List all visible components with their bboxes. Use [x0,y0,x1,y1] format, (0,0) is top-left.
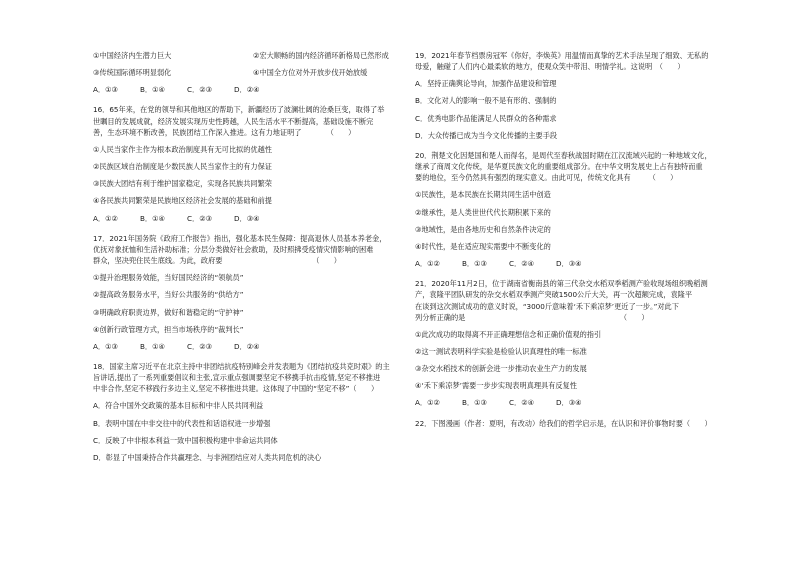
choice-a: A．①③ [93,341,118,351]
q17-option: ④创新行政管理方式，担当市场秩序的“裁判长” [93,324,244,334]
q18-option-c: C．反映了中非根本利益一致中国积极构建中非命运共同体 [93,435,278,445]
left-column [93,50,411,463]
q21-option: ①此次成功的取得离不开正确理想信念和正确价值观的指引 [415,329,602,339]
question-22 [415,418,733,429]
q21-stem-line: 21．2020年11月2日，位于湖南省衡南县的第三代杂交水稻双季稻测产验收现场组织晚稻测 [415,279,708,289]
q17-stem-line: 17．2021年国务院《政府工作报告》指出，强化基本民生保障：提高退休人员基本养老金， [93,233,387,243]
q16-stem-line: 16．65年来，在党的领导和其他地区的帮助下，新疆经历了波澜壮阔的沧桑巨变，取得了举 [93,105,385,115]
q16-option: ④各民族共同繁荣是民族地区经济社会发展的基础和前提 [93,196,272,206]
q21-option: ④‘禾下乘凉梦’需要一步步实现表明真理具有反复性 [415,381,577,391]
q17-choices [93,341,411,352]
q21-option: ②这一测试表明科学实验是检验认识真理性的唯一标准 [415,346,587,356]
choice-d: D．③④ [556,259,582,269]
q19-option-a: A．坚持正确舆论导向，加强作品建设和管理 [415,79,557,89]
q17-stem-line: 优抚对象抚恤和生活补助标准；分层分类做好社会救助，及时照拂受疫情灾情影响的困难 [93,244,374,254]
choice-d: D．③④ [556,398,582,408]
q15-option-3: ③传统国际循环明显弱化 [93,68,172,78]
choice-a: A．①② [415,398,440,408]
choice-d: D．③④ [234,213,260,223]
q20-stem-line: 继承了商周文化传统，是华夏民族文化的重要组成部分。在中华文明发展史上占有独特而重 [415,162,703,172]
question-18 [93,361,411,463]
choice-a: A．①② [415,259,440,269]
q20-stem-line: 20．荆楚文化因楚国和楚人而得名，是周代至春秋战国时期在江汉流域兴起的一种地域文化， [415,150,712,160]
q22-stem-line: 22．下图漫画（作者：夏明，有改动）给我们的哲学启示是，在认识和评价事物时要（ ） [415,418,712,428]
q15-option-4: ④中国全方位对外开放步伐开始放缓 [253,68,368,78]
q21-stem-line: 列分析正确的是 （ ） [415,312,649,322]
q20-choices [415,258,733,269]
q15-choices [93,84,411,95]
choice-b: B．①③ [462,398,488,408]
choice-d: D．②④ [234,85,260,95]
choice-b: B．①④ [140,213,166,223]
right-column [415,50,733,429]
q21-choices [415,397,733,408]
q15-tail [93,50,411,95]
q16-option: ①人民当家作主作为根本政治制度具有无可比拟的优越性 [93,144,272,154]
q21-stem-line: 产，袁隆平团队研发的杂交水稻双季测产突破1500公斤大关，再一次超额完成，袁隆平 [415,290,693,300]
choice-a: A．①③ [93,85,118,95]
q17-stem-line: 群众，坚决兜住民生底线。为此，政府要 （ ） [93,256,341,266]
q17-option: ①提升治理服务效能，当好国民经济的“领航员” [93,273,244,283]
choice-b: B．①④ [140,85,166,95]
choice-c: C．②③ [187,85,213,95]
q18-option-a: A．符合中国外交政策的基本目标和中非人民共同利益 [93,401,264,411]
q18-option-b: B．表明中国在中非交往中的代表性和话语权进一步增强 [93,418,271,428]
q20-stem-line: 要的地位，至今仍然具有强烈的现实意义。由此可见，传统文化具有 （ ） [415,173,678,183]
q21-option: ③杂交水稻技术的创新会进一步推动农业生产力的发展 [415,364,587,374]
q18-option-d: D．彰显了中国秉持合作共赢理念、与非洲团结应对人类共同危机的决心 [93,452,322,462]
q20-option: ①民族性，是本民族在长期共同生活中创造 [415,190,551,200]
q16-stem-line: 善，生态环境不断改善，民族团结工作深入推进。这有力地证明了 （ ） [93,127,356,137]
q18-stem-line: 中非合作,坚定不移践行多边主义,坚定不移推进共建。这体现了中国的“坚定不移”（ ） [93,384,379,394]
q19-option-d: D．大众传播已成为当今文化传播的主要手段 [415,130,558,140]
q17-option: ③明确政府职责边界，做好和谐稳定的“守护神” [93,307,244,317]
question-19 [415,50,733,141]
choice-b: B．①④ [140,341,166,351]
question-20 [415,150,733,269]
q16-option: ②民族区域自治制度是少数民族人民当家作主的有力保证 [93,162,272,172]
question-16 [93,104,411,223]
q19-option-b: B．文化对人的影响一般不是有形的、强制的 [415,96,557,106]
q19-option-c: C．优秀电影作品能满足人民群众的各种需求 [415,113,557,123]
q18-stem-line: 18．国家主席习近平在北京主持中非团结抗疫特别峰会并发表题为《团结抗疫共克时艰》的主 [93,361,390,371]
q21-stem-line: 在谈到这次测试成功的意义时说，“3000斤意味着‘禾下乘凉梦’更近了一步。”对此下 [415,301,679,311]
q19-stem-line: 19．2021年春节档票房冠军《你好，李焕英》用温情而真挚的艺术手法呈现了细致、无私的 [415,51,709,60]
q15-option-2: ②宏大顺畅的国内经济循环新格局已然形成 [253,51,389,60]
choice-c: C．②④ [509,398,535,408]
question-17 [93,233,411,352]
choice-b: B．①③ [462,259,488,269]
choice-d: D．②④ [234,341,260,351]
q17-option: ②提高政务服务水平，当好公共服务的“供给方” [93,290,244,300]
choice-c: C．②③ [187,341,213,351]
q20-option: ②继承性，是人类世世代代长期积累下来的 [415,207,551,217]
q20-option: ④时代性，是在适应现实需要中不断变化的 [415,241,551,251]
choice-c: C．②③ [187,213,213,223]
q19-stem-line: 母爱，触碰了人们内心最柔软的地方，使观众笑中带泪、明情学礼。这说明 （ ） [415,62,685,72]
q18-stem-line: 旨讲话,提出了一系列重要倡议和主张,宣示重点强调要坚定不移携手抗击疫情,坚定不移推进 [93,373,381,383]
q15-option-1: ①中国经济内生潜力巨大 [93,51,172,60]
q16-stem-line: 世瞩目的发展成就，经济发展实现历史性跨越，人民生活水平不断提高，基础设施不断完 [93,116,374,126]
question-21 [415,278,733,408]
choice-a: A．①② [93,213,118,223]
choice-c: C．②④ [509,259,535,269]
q20-option: ③地域性，是由各地历史和自然条件决定的 [415,224,551,234]
q16-option: ③民族大团结有利于维护国家稳定，实现各民族共同繁荣 [93,179,272,189]
q16-choices [93,213,411,224]
